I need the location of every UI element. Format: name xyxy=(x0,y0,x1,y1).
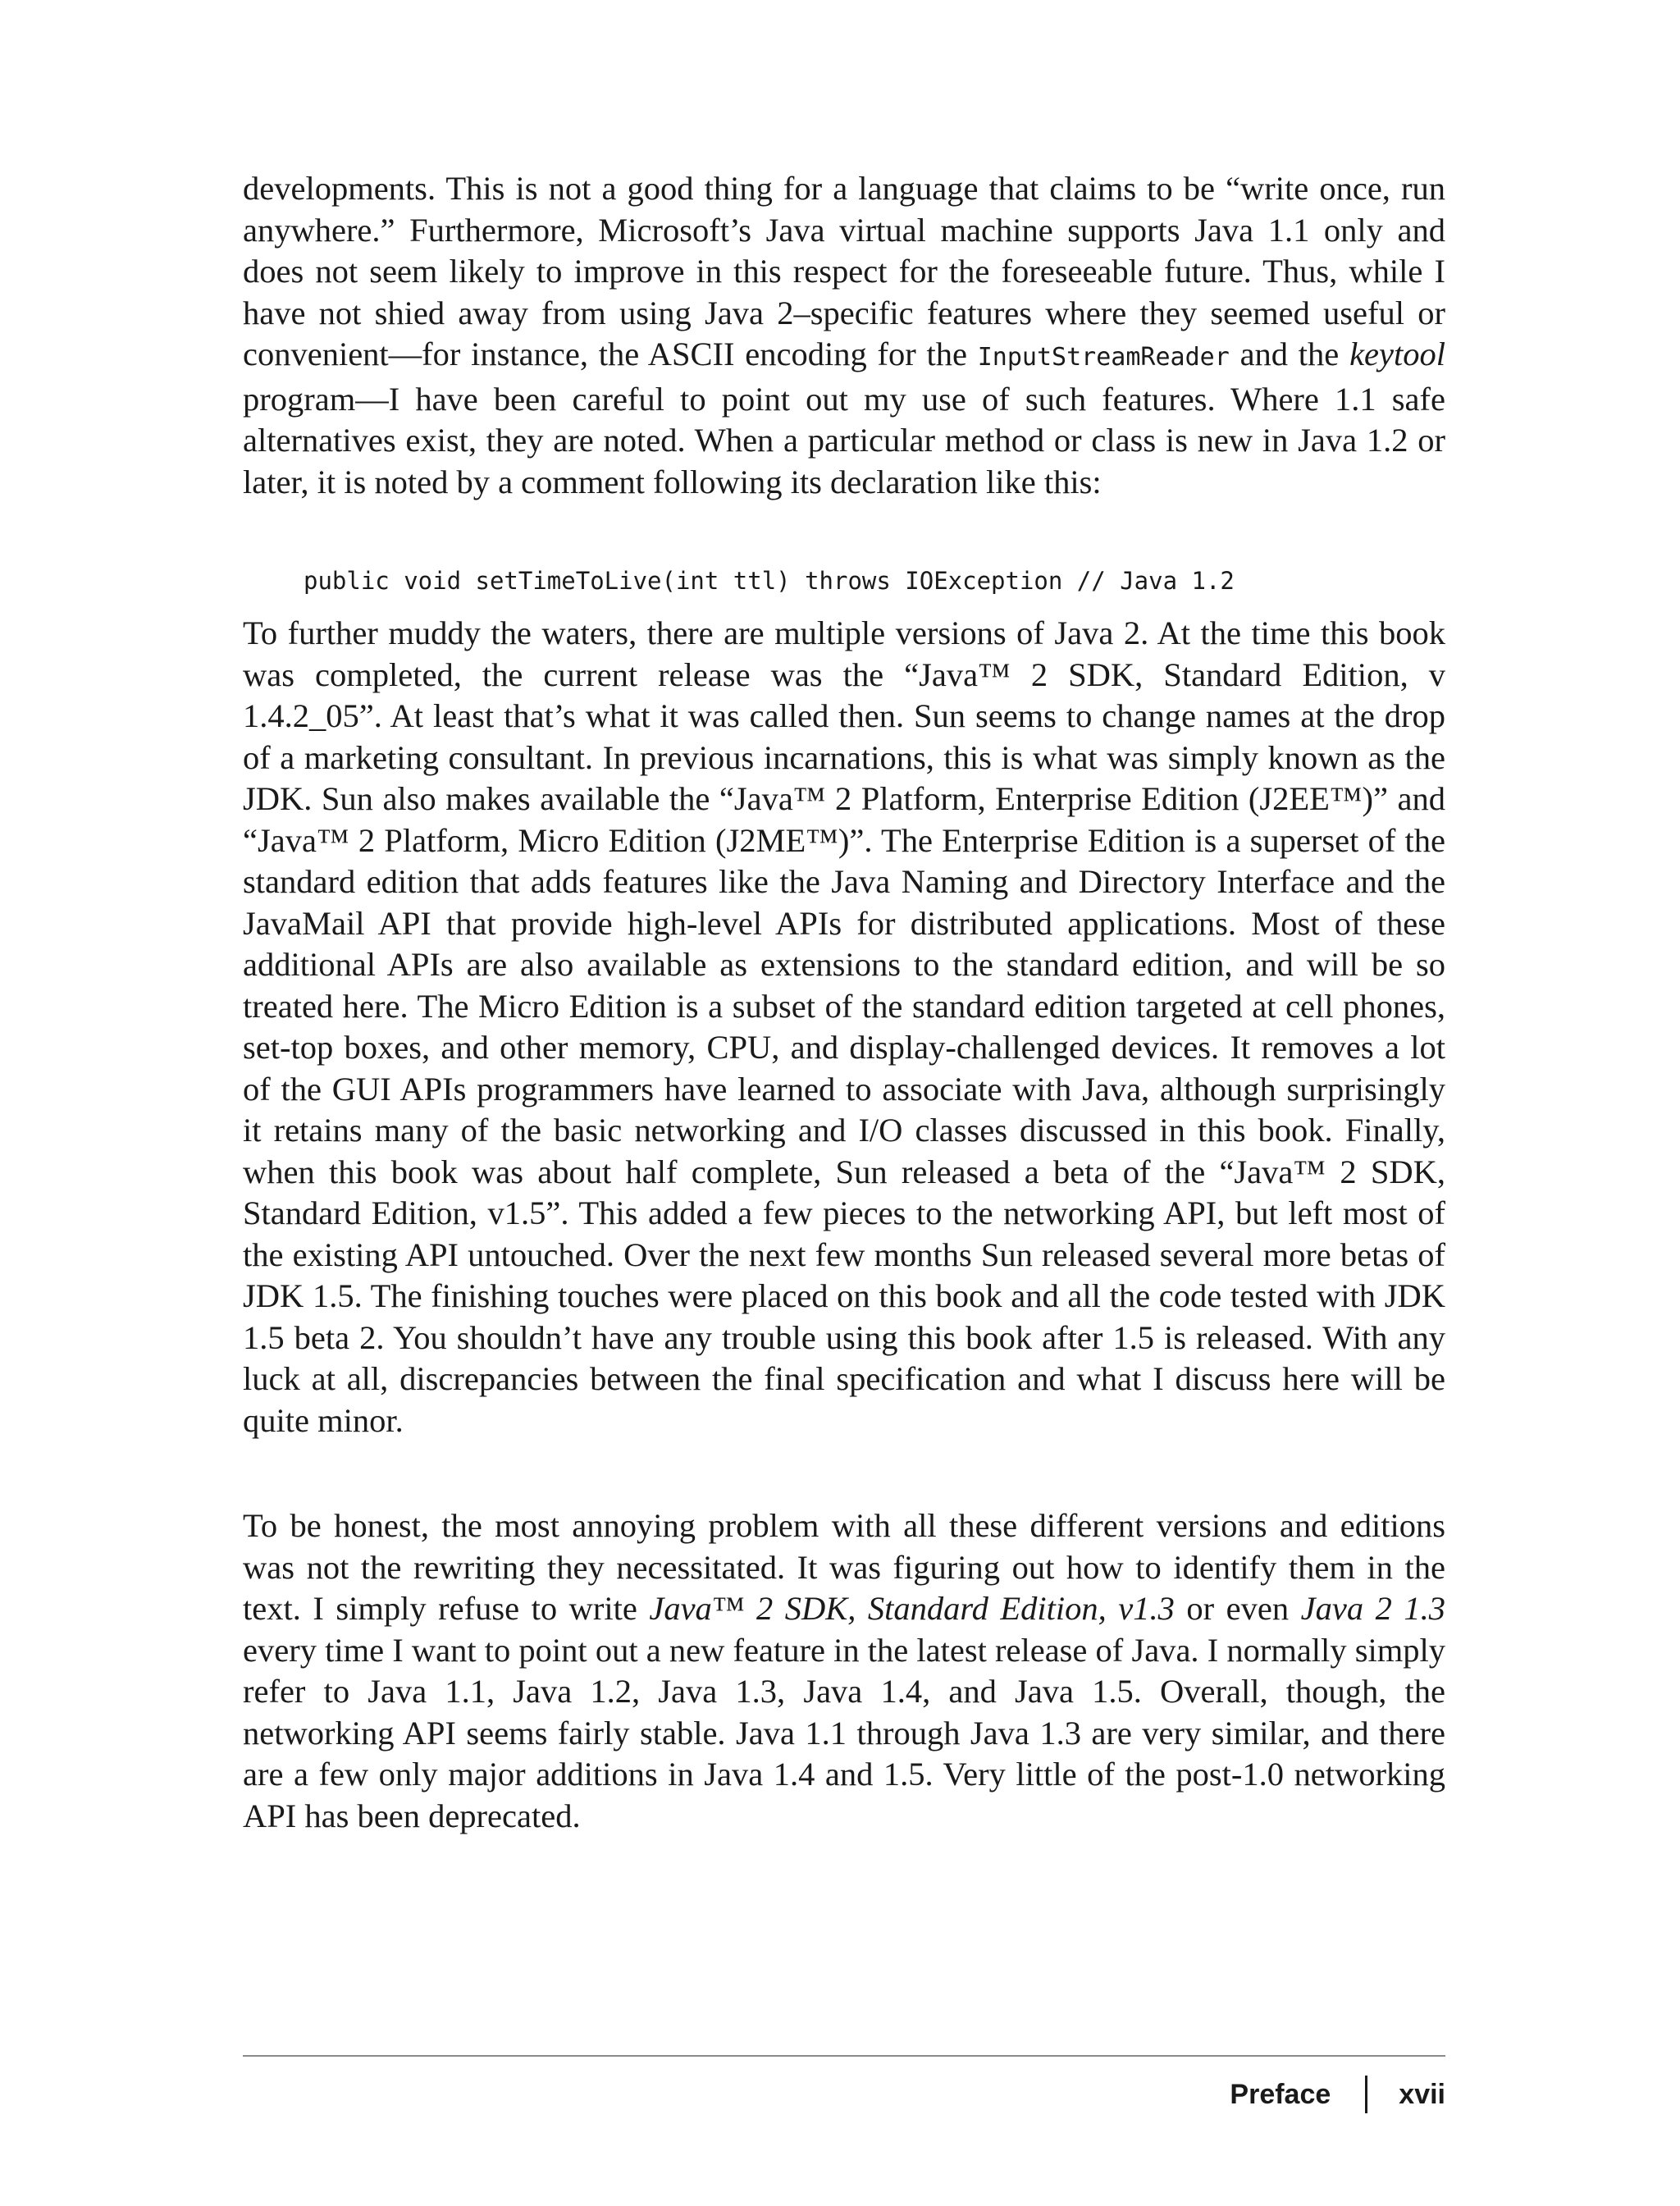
footer-separator xyxy=(1365,2076,1367,2113)
text-run: program—I have been careful to point out my use of such features. Where 1.1 safe alternatives exist, they are noted. When a particular method or class is new in Java 1.2 or later, it is noted by a comment following its declaration like this: xyxy=(243,380,1445,500)
text-run: InputStreamReader xyxy=(977,343,1230,372)
text-run: To further muddy the waters, there are multiple versions of Java 2. At the time this book was completed, the current release was the “Java™ 2 SDK, Standard Edition, v 1.4.2_05”. At least that’s what it was called then. Sun seems to change names at the drop of a marketing consultant. In previous incarnations, this is what was simply known as the JDK. Sun also makes available the “Java™ 2 Platform, Enterprise Edition (J2EE™)” and “Java™ 2 Platform, Micro Edition (J2ME™)”. The Enterprise Edition is a superset of the standard edition that adds features like the Java Naming and Directory Interface and the JavaMail API that provide high-level APIs for distributed applications. Most of these additional APIs are also available as extensions to the standard edition, and will be so treated here. The Micro Edition is a subset of the standard edition targeted at cell phones, set-top boxes, and other memory, CPU, and display-challenged devices. It removes a lot of the GUI APIs programmers have learned to associate with Java, although surprisingly it retains many of the basic networking and I/O classes discussed in this book. Finally, when this book was about half complete, Sun released a beta of the “Java™ 2 SDK, Standard Edition, v1.5”. This added a few pieces to the networking API, but left most of the existing API untouched. Over the next few months Sun released several more betas of JDK 1.5. The finishing touches were placed on this book and all the code tested with JDK 1.5 beta 2. You shouldn’t have any trouble using this book after 1.5 is released. With any luck at all, discrepancies between the final specification and what I discuss here will be quite minor. xyxy=(243,614,1445,1439)
page-footer xyxy=(1230,2076,1445,2113)
text-run: and the xyxy=(1229,336,1350,372)
footer-rule xyxy=(243,2055,1445,2057)
footer-section-title: Preface xyxy=(1230,2079,1331,2110)
code-example: public void setTimeToLive(int ttl) throws IOException // Java 1.2 xyxy=(304,567,1235,595)
paragraph-2 xyxy=(243,613,1445,1441)
text-run: To be honest, the most annoying problem with all these different versions and editions was not the rewriting they necessitated. It was figuring out how to identify them in the text. I simply refuse to write xyxy=(243,1507,1445,1627)
text-run: or even xyxy=(1174,1590,1301,1627)
page-number: xvii xyxy=(1399,2079,1445,2110)
text-run: developments. This is not a good thing for a language that claims to be “write once, run anywhere.” Furthermore, Microsoft’s Java virtual machine supports Java 1.1 only and does not seem likely to improve in this respect for the foreseeable future. Thus, while I have not shied away from using Java 2–specific features where they seemed useful or convenient—for instance, the ASCII encoding for the xyxy=(243,170,1445,372)
text-run: Java 2 1.3 xyxy=(1300,1590,1446,1627)
text-run: every time I want to point out a new feature in the latest release of Java. I normally simply refer to Java 1.1, Java 1.2, Java 1.3, Java 1.4, and Java 1.5. Overall, though, the networking API seems fairly stable. Java 1.1 through Java 1.3 are very similar, and there are a few only major additions in Java 1.4 and 1.5. Very little of the post-1.0 networking API has been deprecated. xyxy=(243,1631,1445,1834)
text-run: Java™ 2 SDK, Standard Edition, v1.3 xyxy=(649,1590,1175,1627)
text-run: keytool xyxy=(1349,336,1445,372)
paragraph-1 xyxy=(243,168,1445,503)
paragraph-3 xyxy=(243,1505,1445,1837)
